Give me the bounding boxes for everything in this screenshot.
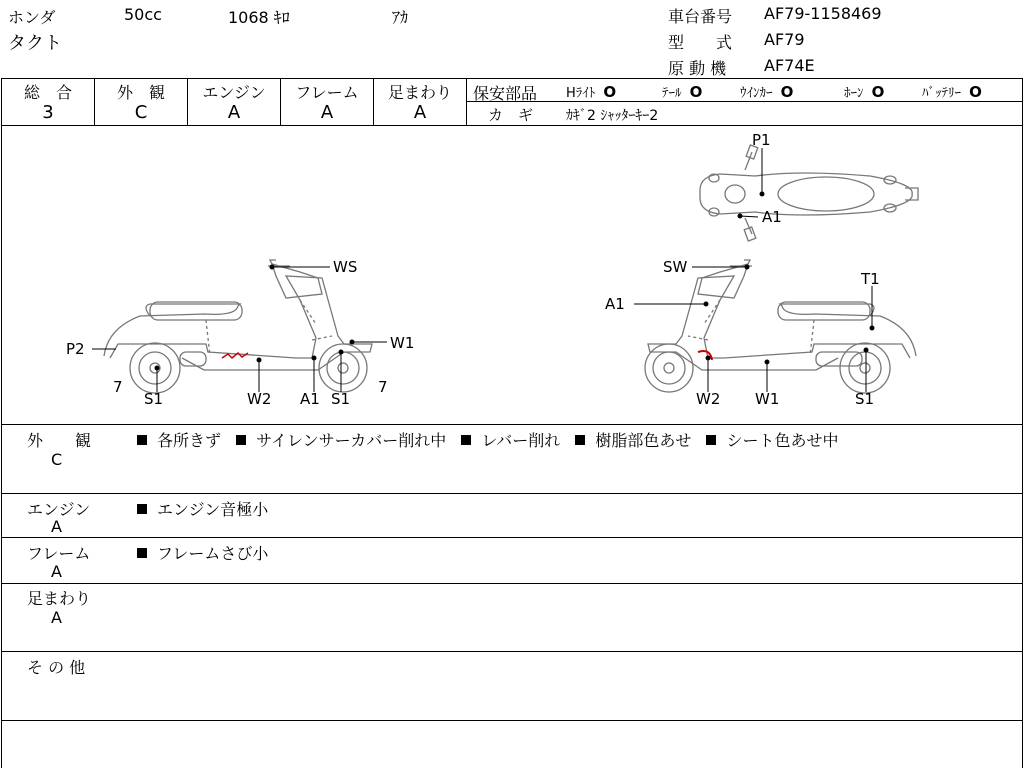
safety-item-horn: ﾎｰﾝ O [844,83,885,101]
label-w1-right: W1 [755,390,780,408]
frame-number-value: AF79-1158469 [764,4,882,23]
frame-number-label: 車台番号 [668,7,733,26]
label-7-left: 7 [113,378,123,396]
notes-grade-engine: A [51,517,62,536]
label-w2-right: W2 [696,390,721,408]
engine-model-value: AF74E [764,56,815,75]
notes-category-suspension: 足まわり [27,589,92,608]
headlight-ok-mark: O [603,83,617,101]
notes-grade-exterior: C [51,450,63,469]
grade-label-frame: フレーム [295,83,359,102]
scooter-left-view [104,260,372,393]
bullet-icon [236,435,246,445]
model-name: タクト [8,33,62,54]
grade-label-exterior: 外 観 [116,83,165,102]
safety-item-headlight: Hﾗｲﾄ O [566,83,617,101]
safety-item-battery: ﾊﾞｯﾃﾘｰ O [922,83,982,101]
label-a1-top: A1 [762,208,782,226]
frame-right [1022,78,1023,768]
bullet-icon [461,435,471,445]
notes-items-exterior: 各所きず サイレンサーカバー削れ中 レバー削れ 樹脂部色あせ シート色あせ中 [137,428,838,451]
label-s1-left-b: S1 [331,390,351,408]
rule-notes-4 [1,651,1023,652]
label-p1: P1 [752,131,771,149]
grade-label-suspension: 足まわり [387,83,452,102]
engine-model-label: 原 動 機 [668,59,727,78]
notes-grade-frame: A [51,562,62,581]
key-value: ｶｷﾞ2 ｼｬｯﾀｰｷｰ2 [566,108,659,124]
notes-items-frame: フレームさび小 [137,541,268,564]
grade-value-exterior: C [134,102,148,123]
bullet-icon [575,435,585,445]
maker: ホンダ [8,8,56,27]
grade-value-engine: A [227,102,241,123]
bullet-icon [706,435,716,445]
label-sw: SW [663,258,688,276]
notes-items-engine: エンジン音極小 [137,497,268,520]
safety-label: 保安部品 [473,84,538,103]
label-s1-right: S1 [855,390,875,408]
label-t1: T1 [861,270,880,288]
label-w2-left: W2 [247,390,272,408]
bullet-icon [137,504,147,514]
scooter-top-view [700,145,918,241]
label-s1-left-a: S1 [144,390,164,408]
rule-notes-3 [1,583,1023,584]
notes-category-frame: フレーム [27,544,91,563]
label-a1-left: A1 [300,390,320,408]
grade-value-frame: A [320,102,334,123]
safety-item-winker: ｳｲﾝｶｰ O [740,83,794,101]
label-ws: WS [333,258,358,276]
notes-grade-suspension: A [51,608,62,627]
grade-label-overall: 総 合 [23,83,72,102]
horn-ok-mark: O [871,83,885,101]
label-a1-right: A1 [605,295,625,313]
notes-category-engine: エンジン [27,500,91,519]
rule-safety [466,101,1023,102]
label-p2: P2 [66,340,85,358]
bullet-icon [137,548,147,558]
rule-notes-2 [1,537,1023,538]
type-value: AF79 [764,30,805,49]
label-7-right: 7 [378,378,388,396]
displacement: 50cc [124,5,162,24]
safety-item-tail: ﾃｰﾙ O [662,83,703,101]
type-label: 型 式 [668,33,733,52]
notes-category-exterior: 外 観 [27,431,92,450]
rule-top [1,78,1023,79]
grade-value-suspension: A [413,102,427,123]
notes-category-other: そ の 他 [27,658,86,677]
rule-diagram-bottom [1,424,1023,425]
winker-ok-mark: O [780,83,794,101]
key-label: カ ギ [488,106,534,124]
mileage: 1068 ｷﾛ [228,8,290,27]
battery-ok-mark: O [969,83,982,101]
damage-diagram [0,126,1022,424]
tail-ok-mark: O [689,83,703,101]
grade-label-engine: エンジン [202,83,266,102]
color: ｱｶ [392,8,409,27]
rule-notes-5 [1,720,1023,721]
label-w1-left: W1 [390,334,415,352]
grade-value-overall: 3 [42,102,54,123]
rule-notes-1 [1,493,1023,494]
bullet-icon [137,435,147,445]
